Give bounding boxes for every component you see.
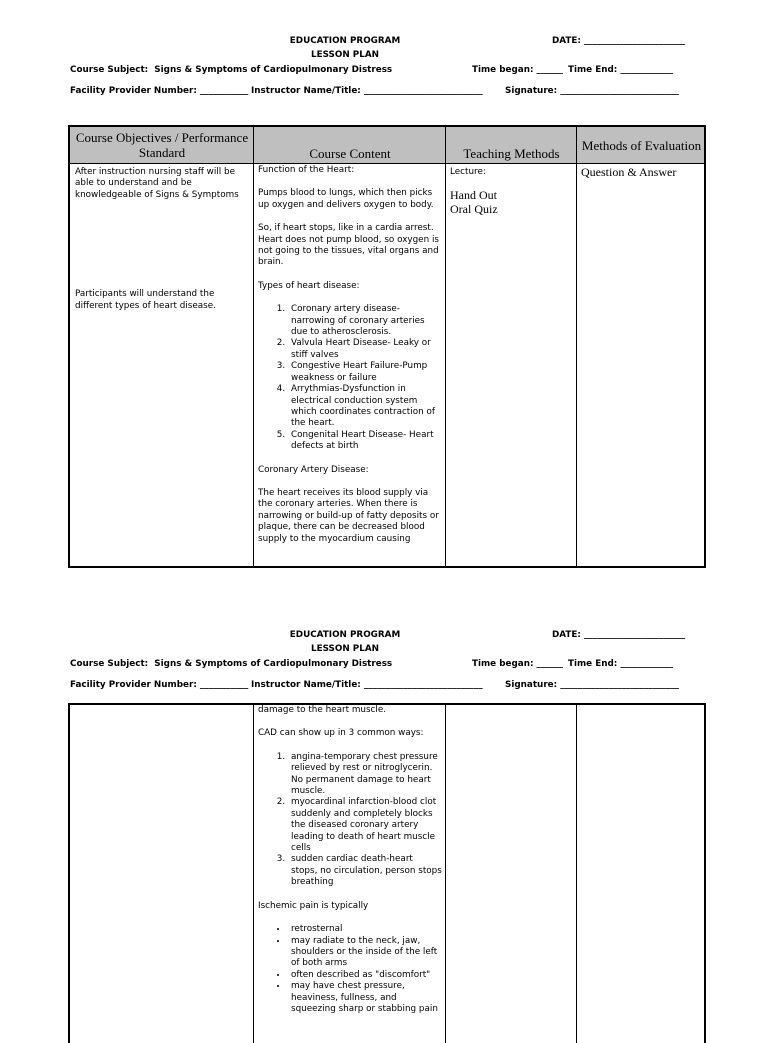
heart-disease-list [258, 304, 442, 452]
instructor-field: Instructor Name/Title: ___________________________ [251, 86, 483, 96]
course-subject: Course Subject: Signs & Symptoms of Cardiopulmonary Distress [70, 659, 393, 669]
time-end-field: Time End: ____________ [568, 659, 674, 669]
methods-cell [450, 167, 572, 216]
objective-2: Participants will understand the different types of heart disease. [75, 289, 216, 311]
types-title: Types of heart disease: [258, 280, 360, 291]
content-cell-continued [258, 705, 442, 1027]
function-title: Function of the Heart: [258, 165, 355, 175]
instructor-field: Instructor Name/Title: ___________________________ [251, 680, 483, 690]
header-objectives: Course Objectives / Performance Standard [75, 130, 249, 160]
header-evaluation: Methods of Evaluation [581, 137, 702, 153]
header-methods: Teaching Methods [463, 146, 560, 161]
list-item: 3. Congestive Heart Failure-Pump weakness or failure [288, 361, 442, 384]
list-item: 5. Congenital Heart Disease- Heart defects at birth [288, 430, 442, 453]
facility-provider-field: Facility Provider Number: ___________ [70, 680, 249, 690]
lesson-table-page2 [68, 703, 706, 1043]
time-began-field: Time began: ______ [472, 65, 563, 75]
evaluation-cell: Question & Answer [581, 165, 677, 179]
list-item: 1. angina-temporary chest pressure relieved by rest or nitroglycerin. No permanent damage to heart muscle. [288, 752, 442, 798]
list-item: • often described as "discomfort" [288, 970, 442, 981]
time-end-field: Time End: ____________ [568, 65, 674, 75]
cad-ways-list [258, 752, 442, 889]
column-divider [576, 705, 577, 1043]
lesson-plan-title: LESSON PLAN [310, 644, 380, 654]
list-item: 4. Arrythmias-Dysfunction in electrical conduction system which coordinates contraction of the heart. [288, 384, 442, 430]
date-field: DATE: _______________________ [552, 630, 686, 640]
list-item: 2. myocardinal infarction-blood clot suddenly and completely blocks the diseased coronary artery leading to death of heart muscle cells [288, 797, 442, 854]
signature-field: Signature: ___________________________ [505, 86, 679, 96]
list-item: • may have chest pressure, heaviness, fullness, and squeezing sharp or stabbing pain [288, 981, 442, 1015]
list-item: 1. Coronary artery disease-narrowing of coronary arteries due to atherosclerosis. [288, 304, 442, 338]
date-field: DATE: _______________________ [552, 36, 686, 46]
lesson-table-page1 [68, 125, 706, 568]
content-cell [258, 165, 442, 557]
signature-field: Signature: ___________________________ [505, 680, 679, 690]
function-text: Pumps blood to lungs, which then picks up oxygen and delivers oxygen to body. [258, 188, 434, 210]
cad-ways-title: CAD can show up in 3 common ways: [258, 728, 424, 739]
heart-stops-text: So, if heart stops, like in a cardia arrest. Heart does not pump blood, so oxygen is not going to the tissues, vital organs and brain. [258, 223, 439, 268]
column-divider [445, 705, 446, 1043]
lesson-plan-title: LESSON PLAN [310, 50, 380, 60]
column-divider [576, 127, 577, 566]
ischemic-list [258, 924, 442, 1015]
time-began-field: Time began: ______ [472, 659, 563, 669]
header-content: Course Content [309, 146, 391, 161]
method-lecture: Lecture: [450, 167, 486, 177]
content-continued: damage to the heart muscle. [258, 705, 387, 715]
column-divider [445, 127, 446, 566]
program-title: EDUCATION PROGRAM [289, 36, 401, 46]
method-quiz: Oral Quiz [450, 202, 498, 217]
list-item: 2. Valvula Heart Disease- Leaky or stiff valves [288, 338, 442, 361]
list-item: • may radiate to the neck, jaw, shoulders or the inside of the left of both arms [288, 936, 442, 970]
method-handout: Hand Out [450, 188, 497, 203]
list-item: 3. sudden cardiac death-heart stops, no circulation, person stops breathing [288, 854, 442, 888]
column-divider [253, 705, 254, 1043]
cad-title: Coronary Artery Disease: [258, 464, 369, 475]
course-subject: Course Subject: Signs & Symptoms of Cardiopulmonary Distress [70, 65, 393, 75]
facility-provider-field: Facility Provider Number: ___________ [70, 86, 249, 96]
cad-text: The heart receives its blood supply via the coronary arteries. When there is narrowing or build-up of fatty deposits or plaque, there can be decreased blood supply to the myocardium causing [258, 487, 439, 544]
table-header-row [70, 127, 704, 164]
ischemic-title: Ischemic pain is typically [258, 900, 369, 911]
list-item: • retrosternal [288, 924, 442, 935]
program-title: EDUCATION PROGRAM [289, 630, 401, 640]
objectives-cell [75, 167, 245, 324]
column-divider [253, 127, 254, 566]
objective-1: After instruction nursing staff will be able to understand and be knowledgeable of Signs & Symptoms [75, 167, 239, 200]
